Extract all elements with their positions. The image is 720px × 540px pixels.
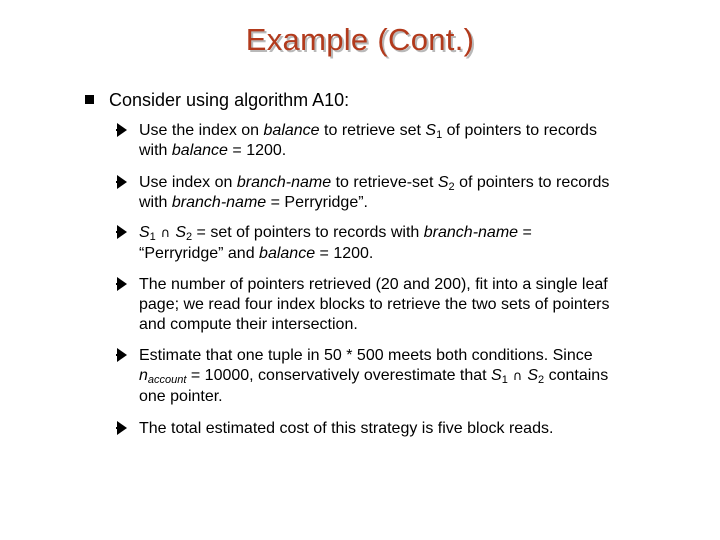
subscript-text: 2 (538, 374, 545, 386)
subscript-text: account (147, 374, 187, 386)
arrow-right-icon (116, 224, 128, 240)
text-run: contains one pointer. (139, 367, 609, 405)
subscript-text: 2 (448, 181, 455, 193)
intersection-symbol: ∩ (512, 369, 523, 384)
arrow-right-icon (116, 122, 128, 138)
text-run: = 1200. (227, 142, 287, 159)
text-run: to retrieve-set (331, 174, 438, 191)
text-run: = set of pointers to records with (192, 224, 424, 241)
text-run: of pointers to records with (139, 174, 610, 211)
square-bullet-icon (85, 95, 94, 104)
sub-bullet-text (139, 346, 614, 407)
sub-bullet-text (139, 121, 614, 161)
arrow-right-icon (116, 276, 128, 292)
text-run: = “Perryridge” and (139, 224, 532, 262)
text-run: to retrieve set (319, 122, 426, 139)
italic-text: branch-name (236, 174, 332, 191)
italic-text: S (527, 367, 539, 384)
subscript-text: 2 (185, 231, 193, 243)
italic-text: S (425, 122, 437, 139)
italic-text: balance (171, 142, 228, 159)
subscript-text: 1 (149, 231, 156, 243)
sub-bullet-text (139, 223, 614, 264)
text-run: of pointers to records with (139, 122, 597, 159)
text-run: The number of pointers retrieved (20 and 200), fit into a single leaf page; we read four index blocks to retrieve the two sets of pointers and compute their intersection. (139, 276, 610, 333)
italic-text: S (491, 367, 502, 384)
arrow-right-icon (116, 174, 128, 190)
text-run: Use index on (139, 174, 237, 191)
bullet-level1-text: Consider using algorithm A10: (109, 90, 350, 110)
italic-text: branch-name (423, 224, 519, 241)
italic-text: S (175, 224, 186, 241)
italic-text: branch-name (171, 194, 267, 211)
subscript-text: 1 (436, 129, 443, 141)
text-run: The total estimated cost of this strategy is five block reads. (139, 420, 554, 437)
text-run: = Perryridge”. (266, 194, 368, 211)
italic-text: S (437, 174, 449, 191)
text-run: Use the index on (139, 122, 264, 139)
subscript-text: 1 (501, 374, 508, 386)
text-run: = 10000, conservatively overestimate that (186, 367, 492, 384)
arrow-right-icon (116, 347, 128, 363)
slide-title: Example (Cont.) (245, 22, 475, 57)
sub-bullet-text (139, 419, 614, 439)
italic-text: n (139, 367, 148, 384)
sub-bullet-text (139, 173, 614, 213)
text-run: = 1200. (315, 245, 374, 262)
intersection-symbol: ∩ (160, 226, 171, 241)
arrow-right-icon (116, 420, 128, 436)
sub-bullet-text (139, 275, 614, 335)
italic-text: balance (259, 245, 316, 262)
italic-text: S (139, 224, 150, 241)
text-run: Estimate that one tuple in 50 * 500 meets both conditions. Since (139, 347, 593, 364)
italic-text: balance (263, 122, 320, 139)
